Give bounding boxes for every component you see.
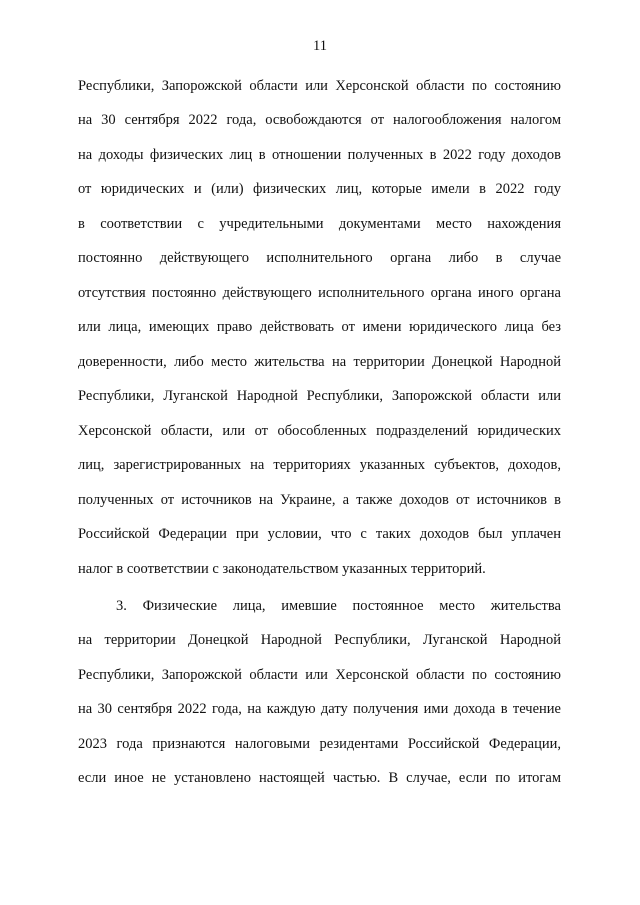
text-line: на доходы физических лиц в отношении полученных в 2022 году доходов xyxy=(78,147,561,163)
text-line: Херсонской области, или от обособленных подразделений юридических xyxy=(78,423,561,439)
text-line: Российской Федерации при условии, что с таких доходов был уплачен xyxy=(78,526,561,542)
text-line: лиц, зарегистрированных на территориях указанных субъектов, доходов, xyxy=(78,457,561,473)
text-line: Республики, Запорожской области или Херсонской области по состоянию xyxy=(78,78,561,94)
text-line: отсутствия постоянно действующего исполнительного органа иного органа xyxy=(78,285,561,301)
text-line: на территории Донецкой Народной Республики, Луганской Народной xyxy=(78,632,561,648)
text-line: на 30 сентября 2022 года, на каждую дату получения ими дохода в течение xyxy=(78,701,561,717)
text-line: 2023 года признаются налоговыми резидентами Российской Федерации, xyxy=(78,736,561,752)
text-line: полученных от источников на Украине, а также доходов от источников в xyxy=(78,492,561,508)
text-line: если иное не установлено настоящей частью. В случае, если по итогам xyxy=(78,770,561,786)
page-number: 11 xyxy=(313,38,327,54)
text-line: Республики, Запорожской области или Херсонской области по состоянию xyxy=(78,667,561,683)
text-line: доверенности, либо место жительства на территории Донецкой Народной xyxy=(78,354,561,370)
text-line: Республики, Луганской Народной Республики, Запорожской области или xyxy=(78,388,561,404)
text-line: налог в соответствии с законодательством указанных территорий. xyxy=(78,561,486,577)
paragraph-start-line: 3. Физические лица, имевшие постоянное место жительства xyxy=(116,598,561,614)
text-line: постоянно действующего исполнительного органа либо в случае xyxy=(78,250,561,266)
text-line: на 30 сентября 2022 года, освобождаются от налогообложения налогом xyxy=(78,112,561,128)
text-line: или лица, имеющих право действовать от имени юридического лица без xyxy=(78,319,561,335)
text-line: от юридических и (или) физических лиц, которые имели в 2022 году xyxy=(78,181,561,197)
text-line: в соответствии с учредительными документами место нахождения xyxy=(78,216,561,232)
